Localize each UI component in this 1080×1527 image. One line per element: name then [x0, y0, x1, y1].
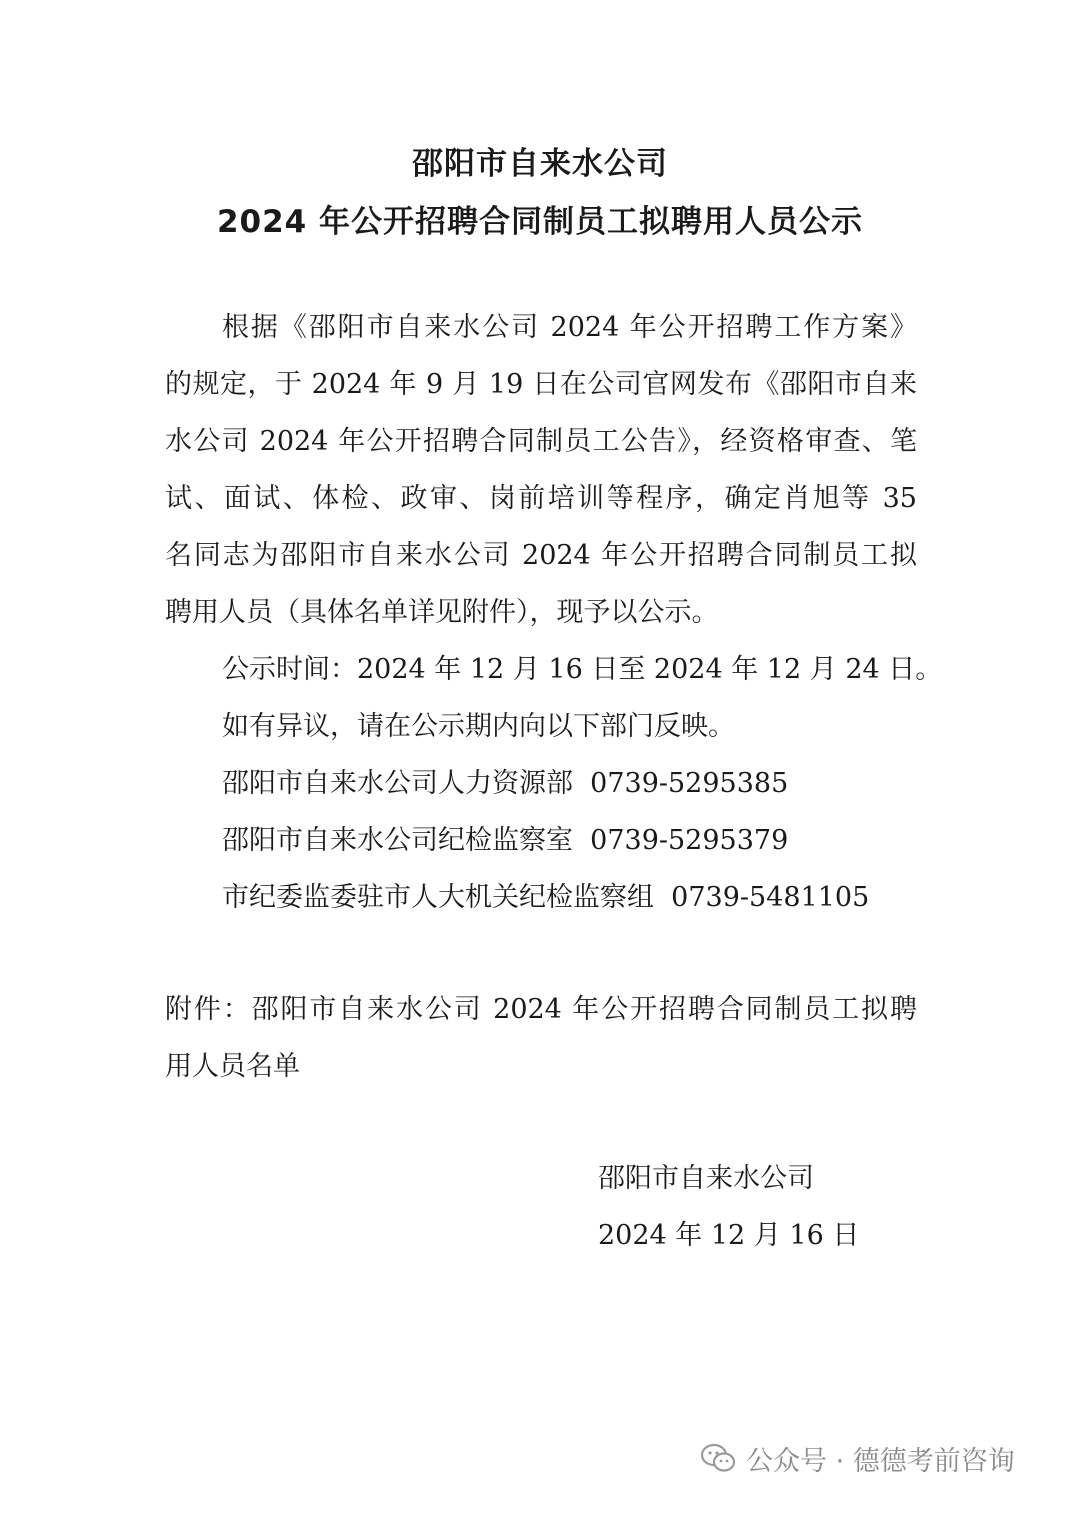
- signature-date: 2024 年 12 月 16 日: [598, 1220, 860, 1251]
- contact-discipline-office: 邵阳市自来水公司纪检监察室 0739-5295379: [222, 825, 789, 856]
- document-title: 邵阳市自来水公司: [412, 146, 668, 182]
- signature-organization: 邵阳市自来水公司: [598, 1163, 814, 1194]
- paragraph-line: 水公司 2024 年公开招聘合同制员工公告》，经资格审查、笔: [165, 426, 917, 457]
- watermark-text: 公众号 · 德德考前咨询: [746, 1445, 1015, 1477]
- watermark: [700, 1438, 1015, 1478]
- paragraph-line: 名同志为邵阳市自来水公司 2024 年公开招聘合同制员工拟: [165, 540, 917, 571]
- paragraph-line: 试、面试、体检、政审、岗前培训等程序，确定肖旭等 35: [165, 483, 917, 514]
- objection-note: 如有异议，请在公示期内向以下部门反映。: [222, 711, 735, 742]
- paragraph-line: 根据《邵阳市自来水公司 2024 年公开招聘工作方案》: [222, 312, 917, 343]
- publicity-period: 公示时间：2024 年 12 月 16 日至 2024 年 12 月 24 日。: [222, 654, 943, 685]
- document-subtitle: 2024 年公开招聘合同制员工拟聘用人员公示: [216, 204, 864, 240]
- attachment-line: 用人员名单: [165, 1051, 300, 1082]
- attachment-line: 附件：邵阳市自来水公司 2024 年公开招聘合同制员工拟聘: [165, 994, 917, 1025]
- contact-inspection-group: 市纪委监委驻市人大机关纪检监察组 0739-5481105: [222, 882, 870, 913]
- paragraph-line: 聘用人员（具体名单详见附件），现予以公示。: [165, 597, 719, 628]
- wechat-icon: [700, 1443, 736, 1473]
- paragraph-line: 的规定，于 2024 年 9 月 19 日在公司官网发布《邵阳市自来: [165, 369, 917, 400]
- contact-hr-department: 邵阳市自来水公司人力资源部 0739-5295385: [222, 768, 789, 799]
